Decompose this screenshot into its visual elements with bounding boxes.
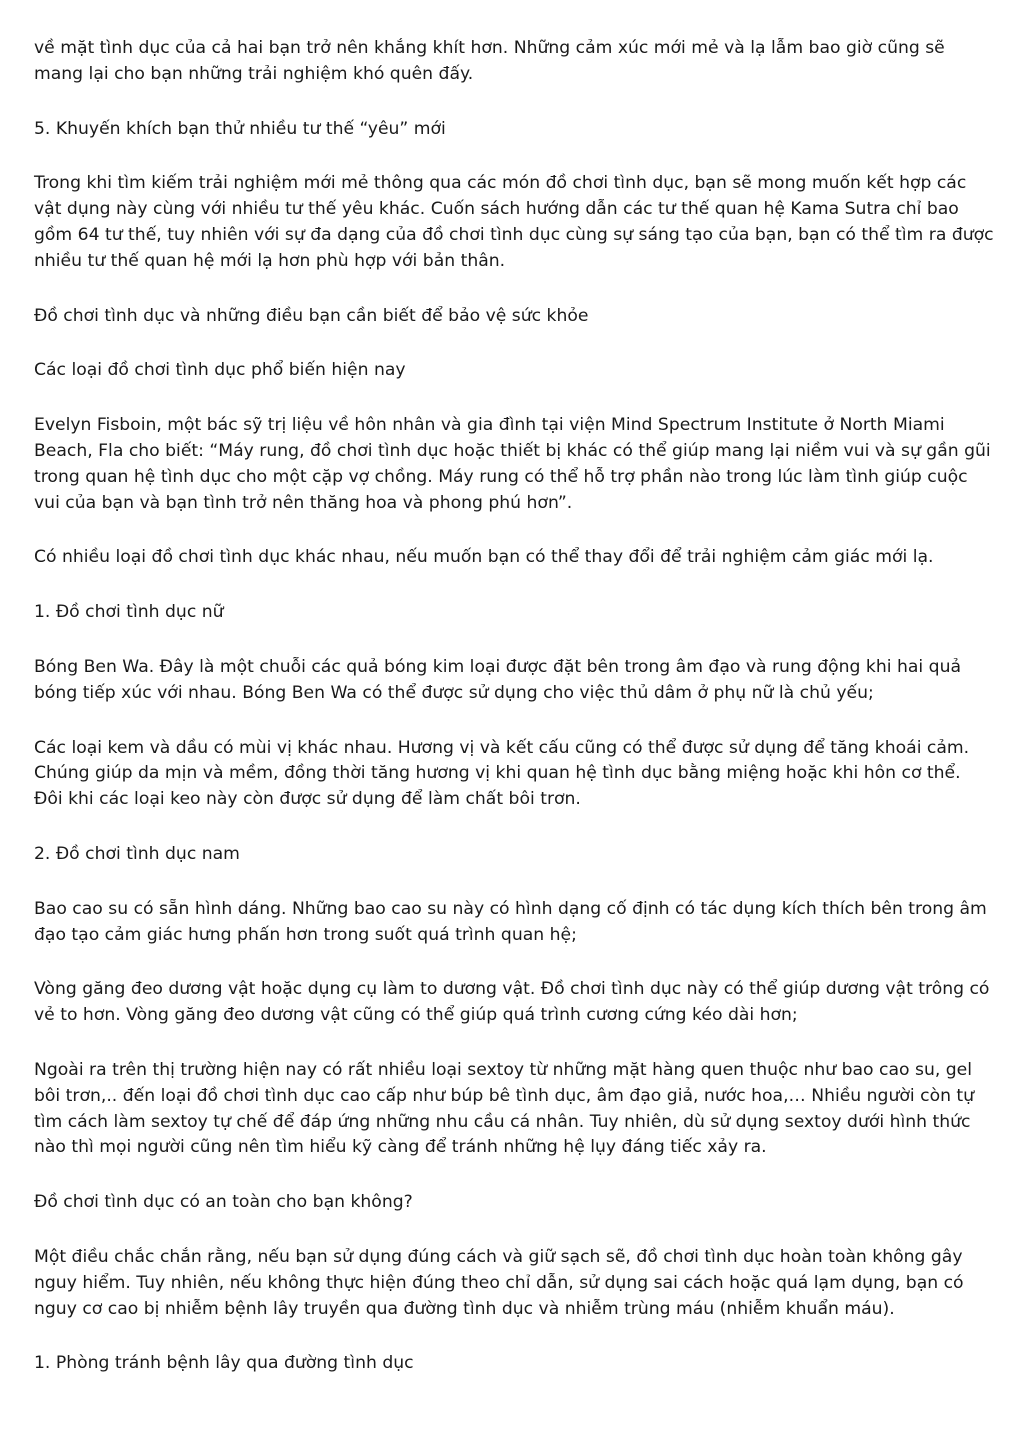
heading-new-positions: 5. Khuyến khích bạn thử nhiều tư thế “yêu” mới — [34, 118, 446, 139]
paragraph-safety: Một điều chắc chắn rằng, nếu bạn sử dụng đúng cách và giữ sạch sẽ, đồ chơi tình dục hoàn toàn không gây nguy hiểm. Tuy nhiên, nếu không thực hiện đúng theo chỉ dẫn, sử dụng sai cách hoặc quá lạm dụng, bạn có nguy cơ cao bị nhiễm bệnh lây truyền qua đường tình dục và nhiễm trùng máu (nhiễm khuẩn máu). — [34, 1246, 964, 1319]
heading-health: Đồ chơi tình dục và những điều bạn cần biết để bảo vệ sức khỏe — [34, 305, 589, 326]
document-body — [34, 36, 994, 1406]
heading-female-toys: 1. Đồ chơi tình dục nữ — [34, 602, 224, 623]
paragraph-rings: Vòng găng đeo dương vật hoặc dụng cụ làm to dương vật. Đồ chơi tình dục này có thể giúp dương vật trông có vẻ to hơn. Vòng găng đeo dương vật cũng có thể giúp quá trình cương cứng kéo dài hơn; — [34, 979, 990, 1026]
paragraph-positions: Trong khi tìm kiếm trải nghiệm mới mẻ thông qua các món đồ chơi tình dục, bạn sẽ mong muốn kết hợp các vật dụng này cùng với nhiều tư thế yêu khác. Cuốn sách hướng dẫn các tư thế quan hệ Kama Sutra chỉ bao gồm 64 tư thế, tuy nhiên với sự đa dạng của đồ chơi tình dục cùng sự sáng tạo của bạn, bạn có thể tìm ra được nhiều tư thế quan hệ mới lạ hơn phù hợp với bản thân. — [34, 173, 994, 271]
paragraph-shaped-condoms: Bao cao su có sẵn hình dáng. Những bao cao su này có hình dạng cố định có tác dụng kích thích bên trong âm đạo tạo cảm giác hưng phấn hơn trong suốt quá trình quan hệ; — [34, 898, 987, 945]
heading-toy-types: Các loại đồ chơi tình dục phổ biến hiện nay — [34, 360, 406, 381]
paragraph-market: Ngoài ra trên thị trường hiện nay có rất nhiều loại sextoy từ những mặt hàng quen thuộc như bao cao su, gel bôi trơn,.. đến loại đồ chơi tình dục cao cấp như búp bê tình dục, âm đạo giả, nước hoa,… Nhiều người còn tự tìm cách làm sextoy tự chế để đáp ứng những nhu cầu cá nhân. Tuy nhiên, dù sử dụng sextoy dưới hình thức nào thì mọi người cũng nên tìm hiểu kỹ càng để tránh những hệ lụy đáng tiếc xảy ra. — [34, 1059, 975, 1158]
paragraph-variety: Có nhiều loại đồ chơi tình dục khác nhau, nếu muốn bạn có thể thay đổi để trải nghiệm cảm giác mới lạ. — [34, 547, 934, 568]
heading-safety: Đồ chơi tình dục có an toàn cho bạn không? — [34, 1192, 413, 1213]
heading-male-toys: 2. Đồ chơi tình dục nam — [34, 843, 240, 864]
heading-prevention: 1. Phòng tránh bệnh lây qua đường tình dục — [34, 1353, 414, 1374]
paragraph-intro-continuation: về mặt tình dục của cả hai bạn trở nên khắng khít hơn. Những cảm xúc mới mẻ và lạ lẫm bao giờ cũng sẽ mang lại cho bạn những trải nghiệm khó quên đấy. — [34, 38, 945, 84]
paragraph-ben-wa: Bóng Ben Wa. Đây là một chuỗi các quả bóng kim loại được đặt bên trong âm đạo và rung động khi hai quả bóng tiếp xúc với nhau. Bóng Ben Wa có thể được sử dụng cho việc thủ dâm ở phụ nữ là chủ yếu; — [34, 656, 961, 703]
paragraph-quote: Evelyn Fisboin, một bác sỹ trị liệu về hôn nhân và gia đình tại viện Mind Spectrum Institute ở North Miami Beach, Fla cho biết: “Máy rung, đồ chơi tình dục hoặc thiết bị khác có thể giúp mang lại niềm vui và sự gần gũi trong quan hệ tình dục cho một cặp vợ chồng. Máy rung có thể hỗ trợ phần nào trong lúc làm tình giúp cuộc vui của bạn và bạn tình trở nên thăng hoa và phong phú hơn”. — [34, 415, 991, 513]
paragraph-creams-oils: Các loại kem và dầu có mùi vị khác nhau. Hương vị và kết cấu cũng có thể được sử dụng để tăng khoái cảm. Chúng giúp da mịn và mềm, đồng thời tăng hương vị khi quan hệ tình dục bằng miệng hoặc khi hôn cơ thể. Đôi khi các loại keo này còn được sử dụng để làm chất bôi trơn. — [34, 737, 970, 810]
